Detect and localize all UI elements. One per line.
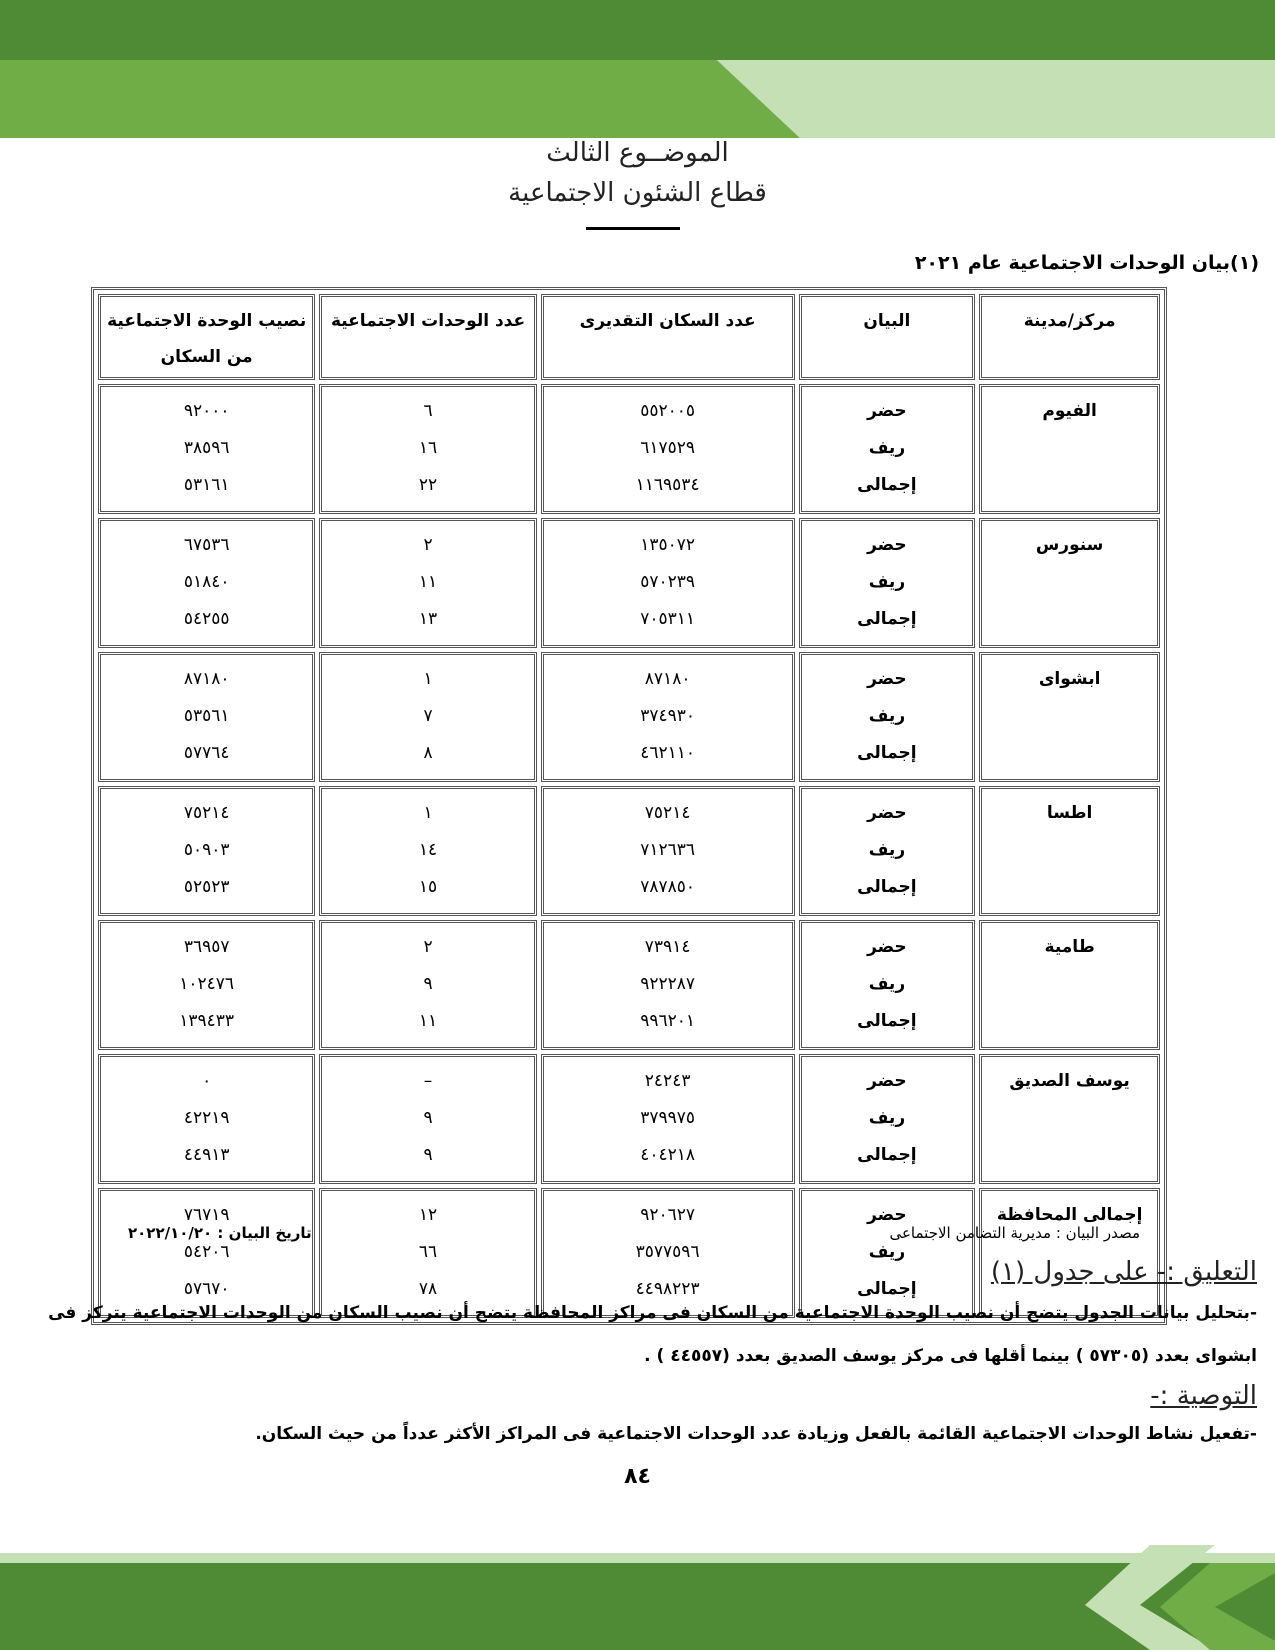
units-value: ٢٢ bbox=[418, 475, 438, 495]
population-value: ٤٦٢١١٠ bbox=[640, 743, 696, 763]
population-value: ٦١٧٥٢٩ bbox=[640, 438, 696, 458]
region-name: الفيوم bbox=[1042, 401, 1097, 421]
units-value: ١١ bbox=[418, 572, 438, 592]
units-value: ٨ bbox=[423, 743, 433, 763]
population-value: ٥٥٢٠٠٥ bbox=[640, 401, 696, 421]
share-cell bbox=[98, 518, 315, 648]
region-name: سنورس bbox=[1035, 535, 1104, 555]
units-value: ١٥ bbox=[418, 877, 438, 897]
population-cell bbox=[541, 1188, 795, 1318]
item-label-urban: حضر bbox=[867, 401, 907, 421]
units-cell bbox=[319, 384, 536, 514]
units-value: ١٣ bbox=[418, 609, 438, 629]
units-value: ١ bbox=[423, 669, 433, 689]
share-value: ٥٣١٦١ bbox=[183, 475, 230, 495]
population-value: ٨٧١٨٠ bbox=[644, 669, 691, 689]
units-value: ٧٨ bbox=[418, 1279, 438, 1299]
population-value: ٣٥٧٧٥٩٦ bbox=[635, 1242, 700, 1262]
share-value: ٥٤٢٠٦ bbox=[183, 1242, 230, 1262]
units-cell bbox=[319, 518, 536, 648]
region-cell bbox=[979, 384, 1160, 514]
share-value: ٣٦٩٥٧ bbox=[183, 937, 230, 957]
share-value: ١٣٩٤٣٣ bbox=[179, 1011, 235, 1031]
item-label-total: إجمالى bbox=[857, 1011, 917, 1031]
share-cell bbox=[98, 384, 315, 514]
population-cell bbox=[541, 518, 795, 648]
population-value: ٧٠٥٣١١ bbox=[640, 609, 696, 629]
recommendation-text: -تفعيل نشاط الوحدات الاجتماعية القائمة بالفعل وزيادة عدد الوحدات الاجتماعية فى المراكز الأكثر عدداً من حيث السكان. bbox=[255, 1424, 1257, 1444]
item-label-rural: ريف bbox=[868, 706, 906, 726]
share-cell bbox=[98, 1054, 315, 1184]
units-value: ٩ bbox=[423, 1108, 433, 1128]
units-value: – bbox=[423, 1071, 433, 1091]
col-header-center: مركز/مدينة bbox=[979, 294, 1160, 380]
share-value: ٥٣٥٦١ bbox=[183, 706, 230, 726]
population-value: ٤٠٤٢١٨ bbox=[640, 1145, 696, 1165]
share-cell bbox=[98, 1188, 315, 1318]
units-value: ٧ bbox=[423, 706, 433, 726]
item-label-total: إجمالى bbox=[857, 1145, 917, 1165]
item-label-rural: ريف bbox=[868, 974, 906, 994]
units-cell bbox=[319, 652, 536, 782]
units-value: ١٦ bbox=[418, 438, 438, 458]
share-value: ١٠٢٤٧٦ bbox=[179, 974, 235, 994]
share-value: ٥٢٥٢٣ bbox=[183, 877, 230, 897]
share-value: ٥١٨٤٠ bbox=[183, 572, 230, 592]
item-cell bbox=[799, 518, 976, 648]
population-value: ٢٤٢٤٣ bbox=[644, 1071, 691, 1091]
share-value: ٦٧٥٣٦ bbox=[183, 535, 230, 555]
page-number: ٨٤ bbox=[624, 1464, 651, 1489]
item-label-urban: حضر bbox=[867, 937, 907, 957]
share-value: ٩٢٠٠٠ bbox=[183, 401, 230, 421]
item-cell bbox=[799, 920, 976, 1050]
units-value: ٦ bbox=[423, 401, 433, 421]
share-value: ٤٤٩١٣ bbox=[183, 1145, 230, 1165]
region-name: اطسا bbox=[1046, 803, 1093, 823]
region-cell bbox=[979, 518, 1160, 648]
units-value: ١ bbox=[423, 803, 433, 823]
units-value: ٩ bbox=[423, 1145, 433, 1165]
units-value: ٩ bbox=[423, 974, 433, 994]
col-header-units: عدد الوحدات الاجتماعية bbox=[319, 294, 536, 380]
table-row bbox=[98, 384, 1160, 514]
region-cell bbox=[979, 920, 1160, 1050]
table-row bbox=[98, 786, 1160, 916]
units-value: ٢ bbox=[423, 937, 433, 957]
col-header-share-line2: من السكان bbox=[160, 347, 253, 367]
table-row bbox=[98, 920, 1160, 1050]
units-value: ١٤ bbox=[418, 840, 438, 860]
table-row bbox=[98, 518, 1160, 648]
item-cell bbox=[799, 1054, 976, 1184]
population-value: ٤٤٩٨٢٢٣ bbox=[635, 1279, 700, 1299]
item-label-total: إجمالى bbox=[857, 475, 917, 495]
share-value: ٤٢٢١٩ bbox=[183, 1108, 230, 1128]
source-note: مصدر البيان : مديرية التضامن الاجتماعى bbox=[889, 1224, 1140, 1242]
share-value: ٧٥٢١٤ bbox=[183, 803, 230, 823]
col-header-item: البيان bbox=[799, 294, 976, 380]
share-value: ٠ bbox=[202, 1071, 212, 1091]
col-header-share bbox=[98, 294, 315, 380]
units-cell bbox=[319, 920, 536, 1050]
item-label-total: إجمالى bbox=[857, 743, 917, 763]
population-value: ١١٦٩٥٣٤ bbox=[635, 475, 700, 495]
units-cell bbox=[319, 1054, 536, 1184]
region-name: طامية bbox=[1044, 937, 1095, 957]
commentary-line-1: -بتحليل بيانات الجدول يتضح أن نصيب الوحدة الاجتماعية من السكان فى مراكز المحافظة يتضح أن نصيب السكان من الوحدات الاجتماعية يتركز فى bbox=[48, 1303, 1257, 1323]
item-label-rural: ريف bbox=[868, 572, 906, 592]
share-cell bbox=[98, 920, 315, 1050]
units-value: ٦٦ bbox=[418, 1242, 438, 1262]
region-cell bbox=[979, 1054, 1160, 1184]
item-label-urban: حضر bbox=[867, 1205, 907, 1225]
item-cell bbox=[799, 384, 976, 514]
item-label-urban: حضر bbox=[867, 669, 907, 689]
population-value: ٧٣٩١٤ bbox=[644, 937, 691, 957]
date-note: تاريخ البيان : ٢٠٢٢/١٠/٢٠ bbox=[128, 1224, 312, 1242]
population-cell bbox=[541, 384, 795, 514]
share-value: ٥٤٢٥٥ bbox=[183, 609, 230, 629]
item-label-total: إجمالى bbox=[857, 877, 917, 897]
table-row bbox=[98, 1188, 1160, 1318]
item-label-rural: ريف bbox=[868, 1242, 906, 1262]
population-cell bbox=[541, 786, 795, 916]
item-label-total: إجمالى bbox=[857, 609, 917, 629]
social-units-table bbox=[91, 287, 1167, 1325]
table-row bbox=[98, 652, 1160, 782]
item-label-total: إجمالى bbox=[857, 1279, 917, 1299]
region-name: ابشواى bbox=[1038, 669, 1101, 689]
population-value: ٩٩٦٢٠١ bbox=[640, 1011, 696, 1031]
col-header-share-line1: نصيب الوحدة الاجتماعية bbox=[107, 311, 307, 331]
share-value: ٨٧١٨٠ bbox=[183, 669, 230, 689]
table-row bbox=[98, 1054, 1160, 1184]
share-value: ٣٨٥٩٦ bbox=[183, 438, 230, 458]
population-value: ٧٥٢١٤ bbox=[644, 803, 691, 823]
population-value: ٥٧٠٢٣٩ bbox=[640, 572, 696, 592]
title-underline bbox=[586, 227, 680, 230]
units-cell bbox=[319, 1188, 536, 1318]
item-label-rural: ريف bbox=[868, 840, 906, 860]
units-value: ١١ bbox=[418, 1011, 438, 1031]
region-cell bbox=[979, 786, 1160, 916]
item-cell bbox=[799, 652, 976, 782]
population-value: ٩٢٠٦٢٧ bbox=[640, 1205, 696, 1225]
population-cell bbox=[541, 652, 795, 782]
population-value: ٣٧٩٩٧٥ bbox=[640, 1108, 696, 1128]
item-cell bbox=[799, 786, 976, 916]
region-name: إجمالى المحافظة bbox=[996, 1205, 1143, 1225]
share-cell bbox=[98, 786, 315, 916]
commentary-line-2: ابشواى بعدد (٥٧٣٠٥ ) بينما أقلها فى مركز يوسف الصديق بعدد (٤٤٥٥٧ ) . bbox=[644, 1346, 1257, 1366]
recommendation-heading: التوصية :- bbox=[1150, 1381, 1257, 1411]
region-cell bbox=[979, 652, 1160, 782]
population-value: ٧١٢٦٣٦ bbox=[640, 840, 696, 860]
share-value: ٥٠٩٠٣ bbox=[183, 840, 230, 860]
region-cell bbox=[979, 1188, 1160, 1318]
item-label-urban: حضر bbox=[867, 535, 907, 555]
population-cell bbox=[541, 1054, 795, 1184]
region-name: يوسف الصديق bbox=[1009, 1071, 1130, 1091]
footer-decoration bbox=[0, 1545, 1275, 1650]
header-decoration bbox=[0, 0, 1275, 140]
item-label-urban: حضر bbox=[867, 803, 907, 823]
col-header-population: عدد السكان التقديرى bbox=[541, 294, 795, 380]
population-value: ٣٧٤٩٣٠ bbox=[640, 706, 696, 726]
units-cell bbox=[319, 786, 536, 916]
item-label-rural: ريف bbox=[868, 1108, 906, 1128]
population-value: ٧٨٧٨٥٠ bbox=[640, 877, 696, 897]
share-value: ٥٧٦٧٠ bbox=[183, 1279, 230, 1299]
table-body bbox=[98, 384, 1160, 1318]
share-value: ٥٧٧٦٤ bbox=[183, 743, 230, 763]
population-value: ١٣٥٠٧٢ bbox=[640, 535, 696, 555]
commentary-heading: التعليق :- على جدول (١) bbox=[990, 1257, 1257, 1287]
units-value: ١٢ bbox=[418, 1205, 438, 1225]
item-label-urban: حضر bbox=[867, 1071, 907, 1091]
sector-title: قطاع الشئون الاجتماعية bbox=[508, 178, 767, 208]
population-value: ٩٢٢٢٨٧ bbox=[640, 974, 696, 994]
population-cell bbox=[541, 920, 795, 1050]
table-caption: (١)بيان الوحدات الاجتماعية عام ٢٠٢١ bbox=[914, 252, 1259, 274]
item-label-rural: ريف bbox=[868, 438, 906, 458]
share-cell bbox=[98, 652, 315, 782]
topic-title: الموضــوع الثالث bbox=[546, 138, 729, 168]
table-header-row bbox=[98, 294, 1160, 380]
share-value: ٧٦٧١٩ bbox=[183, 1205, 230, 1225]
item-cell bbox=[799, 1188, 976, 1318]
units-value: ٢ bbox=[423, 535, 433, 555]
